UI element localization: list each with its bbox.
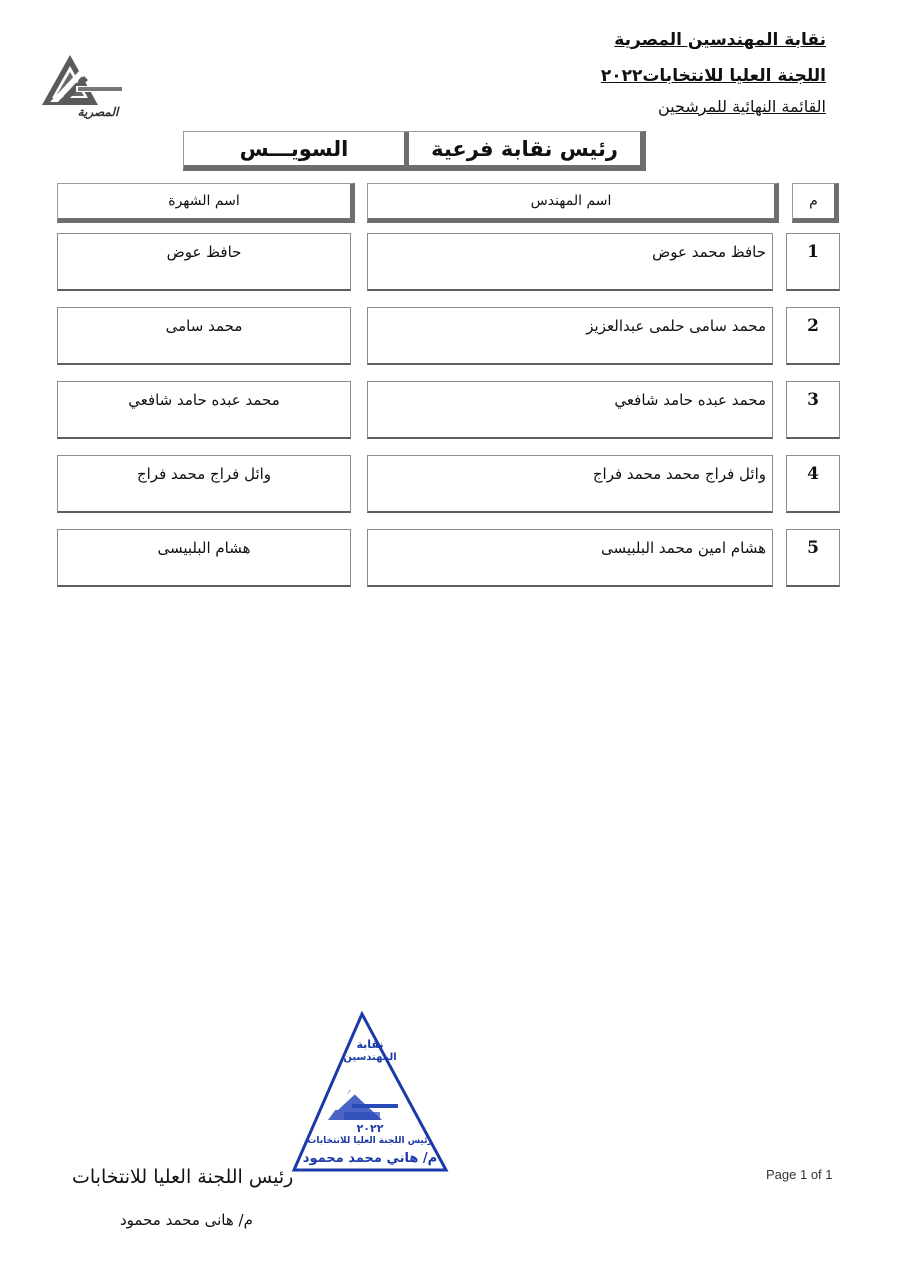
stamp-line-2: المهندسين	[343, 1052, 397, 1063]
header-syndicate-name: نقابة المهندسين المصرية	[614, 30, 826, 50]
row-1-number: 1	[786, 233, 840, 291]
row-1-engineer-name: حافظ محمد عوض	[367, 233, 773, 291]
position-role: رئيس نقابة فرعية	[404, 132, 640, 165]
row-5-number: 5	[786, 529, 840, 587]
logo-text: المصرية	[77, 105, 119, 119]
official-stamp-icon	[290, 1010, 450, 1180]
stamp-line-1: نقابة	[356, 1038, 384, 1051]
stamp-year: ٢٠٢٢	[356, 1122, 384, 1135]
syndicate-logo-icon	[40, 50, 125, 125]
column-header-known-as: اسم الشهرة	[57, 183, 355, 223]
column-header-engineer-name: اسم المهندس	[367, 183, 779, 223]
branch-city: السويـــس	[239, 136, 349, 161]
stamp-name: م/ هاني محمد محمود	[302, 1151, 438, 1166]
row-5-engineer-name: هشام امين محمد البلبيسى	[367, 529, 773, 587]
row-2-engineer-name: محمد سامى حلمى عبدالعزيز	[367, 307, 773, 365]
row-2-known-as: محمد سامى	[57, 307, 351, 365]
row-1-known-as: حافظ عوض	[57, 233, 351, 291]
row-3-known-as: محمد عبده حامد شافعي	[57, 381, 351, 439]
row-4-engineer-name: وائل فراج محمد محمد فراج	[367, 455, 773, 513]
position-title-box	[183, 131, 646, 171]
column-header-number: م	[792, 183, 839, 223]
signature-name: م/ هانى محمد محمود	[120, 1211, 253, 1229]
row-3-engineer-name: محمد عبده حامد شافعي	[367, 381, 773, 439]
header-list-title: القائمة النهائية للمرشحين	[658, 97, 826, 116]
row-2-number: 2	[786, 307, 840, 365]
header-committee-name: اللجنة العليا للانتخابات٢٠٢٢	[600, 66, 826, 86]
signature-title: رئيس اللجنة العليا للانتخابات	[72, 1166, 294, 1188]
row-4-known-as: وائل فراج محمد فراج	[57, 455, 351, 513]
stamp-title: رئيس اللجنة العليا للانتخابات	[307, 1136, 433, 1146]
page-number: Page 1 of 1	[766, 1167, 833, 1182]
row-3-number: 3	[786, 381, 840, 439]
row-5-known-as: هشام البلبيسى	[57, 529, 351, 587]
row-4-number: 4	[786, 455, 840, 513]
